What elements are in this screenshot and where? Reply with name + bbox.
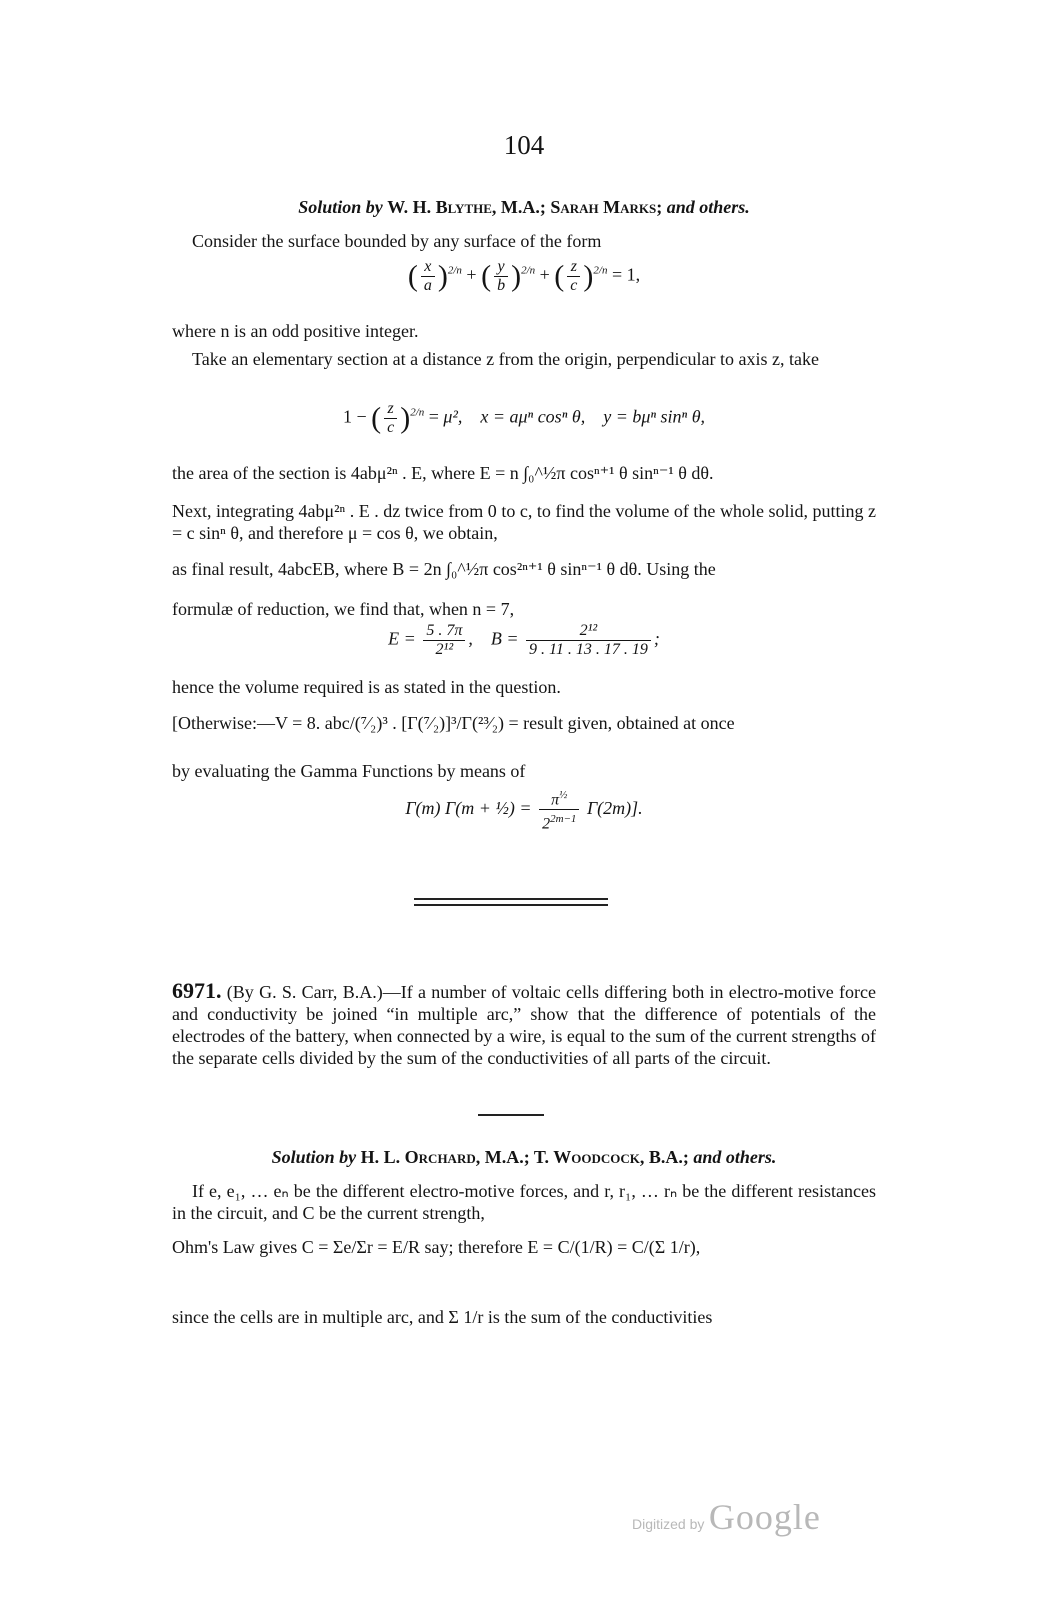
- equation-substitution: 1 − ( $\frac{z}{c}$ )$^{2/n}$ = μ², x = aμⁿ cosⁿ θ, y = bμⁿ sinⁿ θ,: [342, 400, 706, 436]
- paragraph: Consider the surface bounded by any surface of the form: [192, 231, 602, 251]
- solution-heading-2: [172, 1146, 876, 1168]
- equation-surface: ( $\frac{x}{a}$ )$^{2/n}$ + ( $\frac{y}{b}$ )$^{2/n}$ + ( $\frac{z}{c}$ )$^{2/n}$ = 1,: [407, 258, 641, 294]
- digitized-watermark: [632, 1496, 821, 1538]
- paragraph: Take an elementary section at a distance z from the origin, perpendicular to axis z, take: [192, 349, 819, 369]
- solution-suffix: and others.: [693, 1147, 777, 1167]
- solution-heading-1: [172, 196, 876, 218]
- paragraph: hence the volume required is as stated in the question.: [172, 677, 561, 697]
- equation-results: E = $\frac{5 . 7\pi}{\text{2¹²}}$ , B = $\frac{\text{2¹²}}{9 . 11 . 13 . 17 . 19}$ ;: [388, 622, 660, 658]
- solution-prefix: Solution by: [271, 1147, 357, 1167]
- paragraph-otherwise: [Otherwise:—V = 8. abc/(⁷⁄₂)³ . [Γ(⁷⁄₂)]³/Γ(²³⁄₂) = result given, obtained at once: [172, 713, 735, 733]
- separator-rule: [414, 904, 608, 906]
- solution-prefix: Solution by: [298, 197, 383, 217]
- paragraph: Next, integrating 4abμ²ⁿ . E . dz twice from 0 to c, to find the volume of the whole solid, putting z = c sinⁿ θ, and therefore μ = cos θ, we obtain,: [172, 501, 876, 543]
- paragraph: where n is an odd positive integer.: [172, 321, 419, 341]
- solution-authors: H. L. Orchard, M.A.; T. Woodcock, B.A.;: [360, 1147, 689, 1167]
- paragraph: as final result, 4abcEB, where B = 2n ∫₀^½π cos²ⁿ⁺¹ θ sinⁿ⁻¹ θ dθ. Using the: [172, 559, 716, 579]
- paragraph: If e, e₁, … eₙ be the different electro-motive forces, and r, r₁, … rₙ be the different resistances in the circuit, and C be the current strength,: [172, 1181, 876, 1223]
- question-text: (By G. S. Carr, B.A.)—If a number of voltaic cells differing both in electro-motive force and conductivity be joined “in multiple arc,” show that the difference of potentials of the electrodes of the battery, when connected by a wire, is equal to the sum of the current strengths of the separate cells divided by the sum of the conductivities of all parts of the circuit.: [172, 982, 877, 1068]
- watermark-prefix: Digitized by: [632, 1516, 705, 1532]
- paragraph-ohms-law: Ohm's Law gives C = Σe/Σr = E/R say; therefore E = C/(1/R) = C/(Σ 1/r),: [172, 1237, 701, 1257]
- paragraph: since the cells are in multiple arc, and Σ 1/r is the sum of the conductivities: [172, 1307, 713, 1327]
- question-number: 6971.: [172, 978, 222, 1003]
- solution-suffix: and others.: [666, 197, 750, 217]
- question-6971: [172, 980, 876, 1069]
- solution-authors: W. H. Blythe, M.A.; Sarah Marks;: [387, 197, 663, 217]
- google-logo: Google: [708, 1497, 821, 1537]
- short-rule: [478, 1114, 544, 1116]
- separator-rule: [414, 898, 608, 900]
- paragraph: by evaluating the Gamma Functions by means of: [172, 761, 526, 781]
- page-number: 104: [503, 130, 545, 160]
- equation-gamma: Γ(m) Γ(m + ½) = $\frac{\pi^{\frac{1}{2}}}{2^{2m-1}}$ Γ(2m)].: [172, 786, 876, 834]
- paragraph: the area of the section is 4abμ²ⁿ . E, where E = n ∫₀^½π cosⁿ⁺¹ θ sinⁿ⁻¹ θ dθ.: [172, 463, 714, 483]
- paragraph: formulæ of reduction, we find that, when n = 7,: [172, 599, 515, 619]
